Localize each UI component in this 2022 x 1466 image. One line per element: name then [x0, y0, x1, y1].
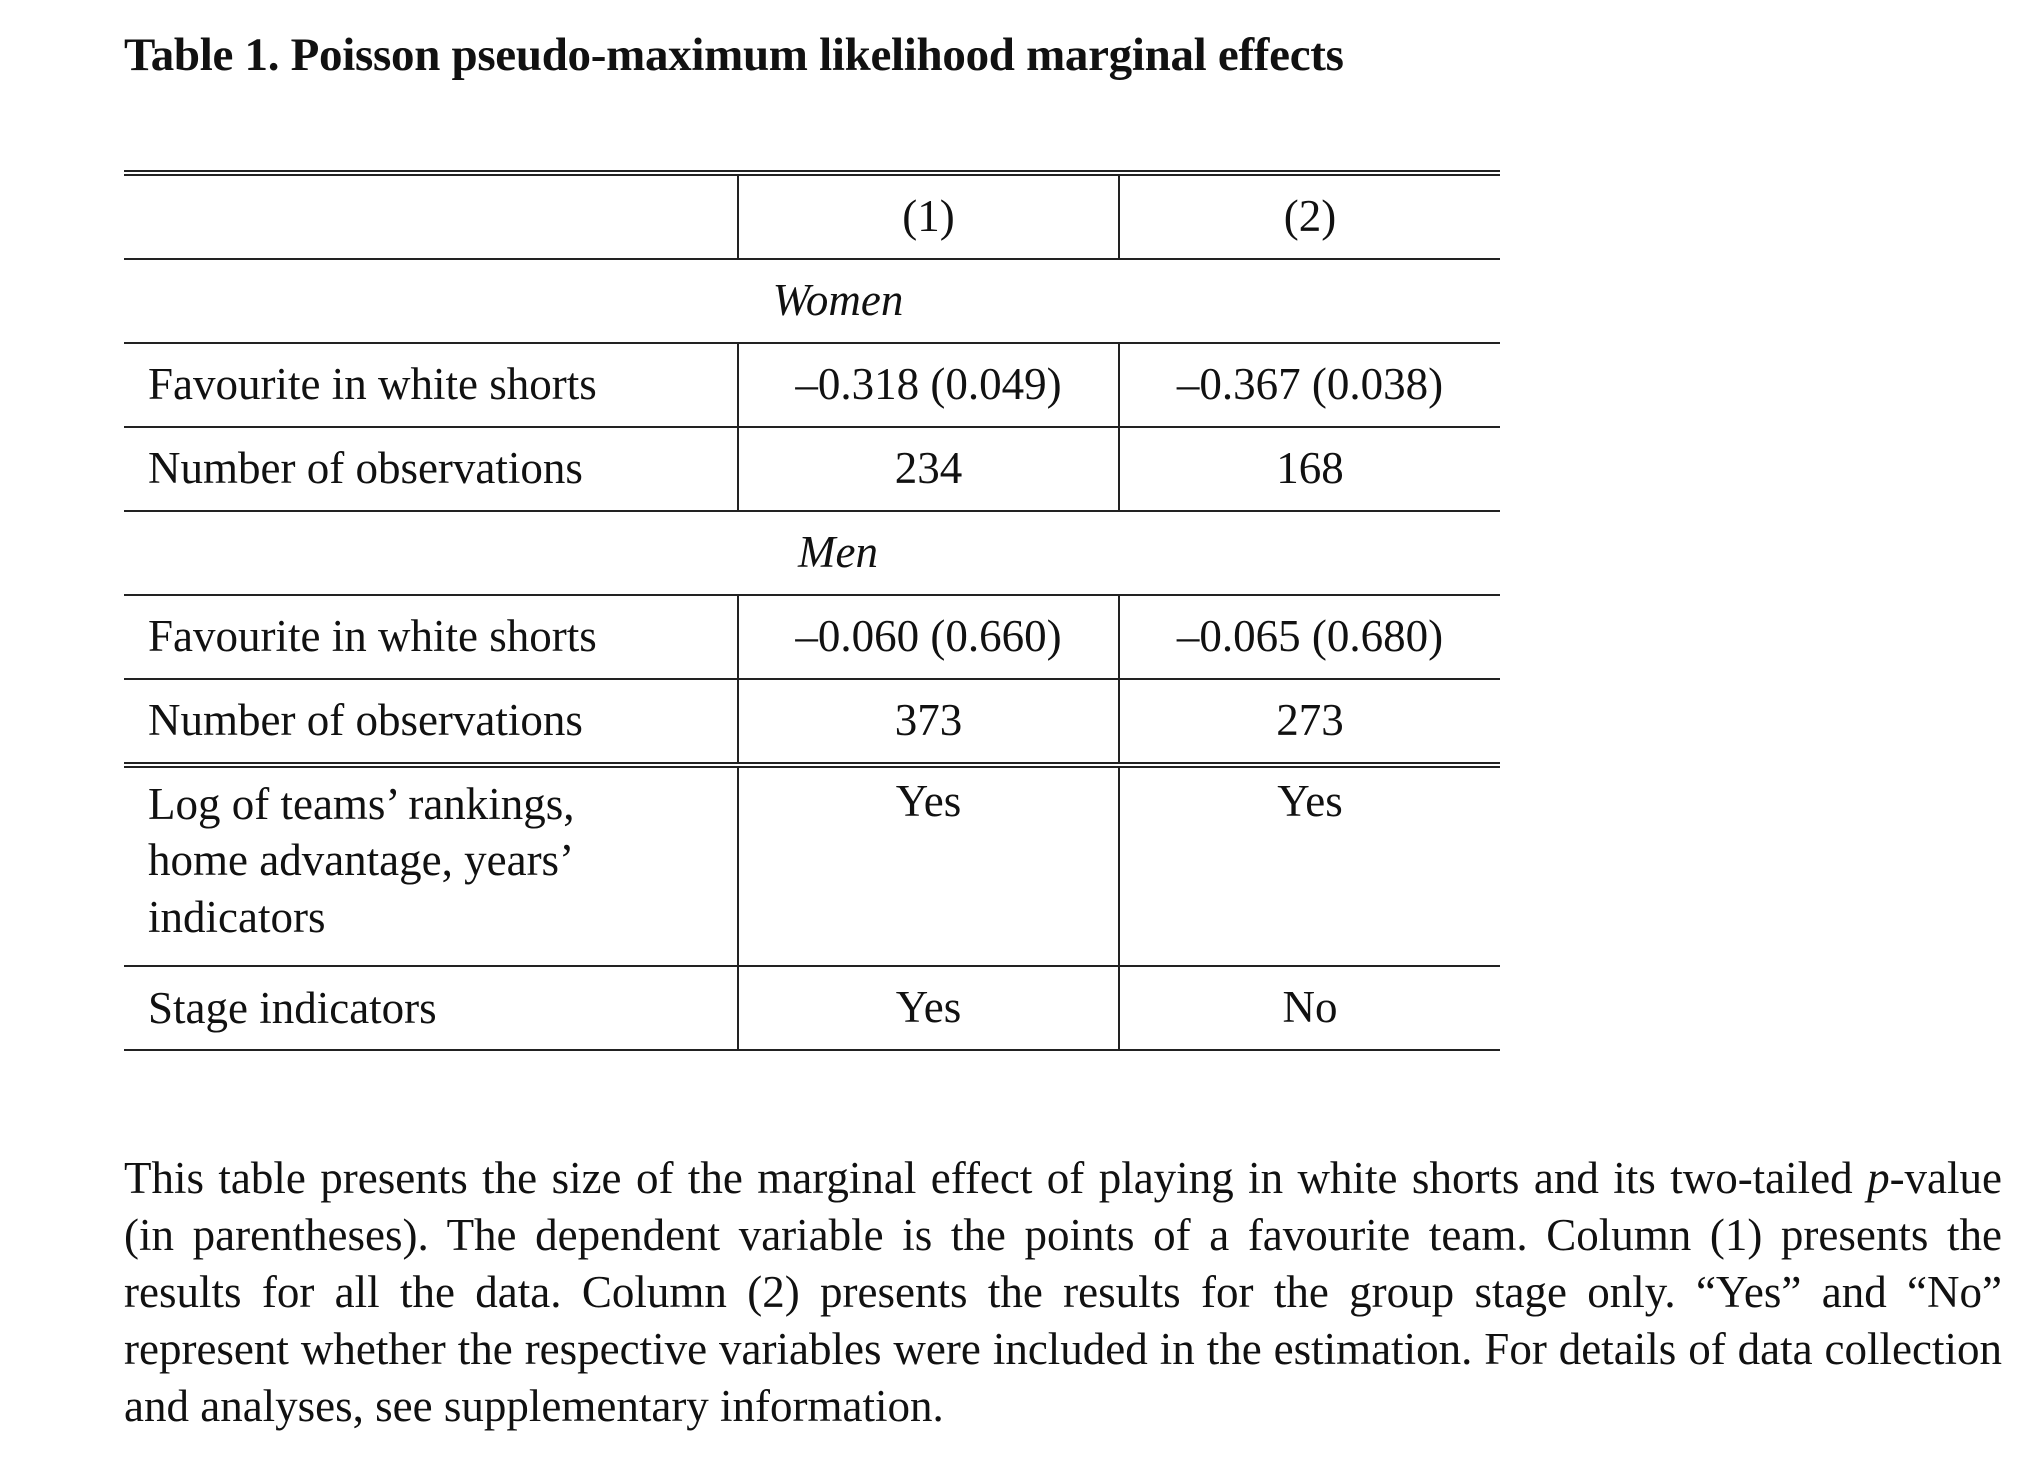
row-label: Number of observations [124, 427, 738, 511]
cell-col1: 234 [738, 427, 1119, 511]
group-label-men: Men [798, 527, 878, 578]
results-table [124, 170, 1500, 1051]
cell-col2: No [1119, 966, 1500, 1050]
group-header-men [124, 511, 1500, 595]
column-header-2: (2) [1119, 173, 1500, 259]
cell-col1: Yes [738, 765, 1119, 966]
column-header-row [124, 173, 1500, 259]
table-row [124, 679, 1500, 765]
row-label: Number of observations [124, 679, 738, 765]
note-text-part1: This table presents the size of the marginal effect of playing in white shorts and its two-tailed [124, 1153, 1868, 1203]
cell-col1: –0.060 (0.660) [738, 595, 1119, 679]
cell-col2: –0.065 (0.680) [1119, 595, 1500, 679]
table-row [124, 343, 1500, 427]
table-row [124, 966, 1500, 1050]
cell-col2: 273 [1119, 679, 1500, 765]
table-note [124, 1150, 2002, 1435]
table-row [124, 595, 1500, 679]
column-header-blank [124, 173, 738, 259]
cell-col2: Yes [1119, 765, 1500, 966]
group-header-women [124, 259, 1500, 343]
row-label: Favourite in white shorts [124, 595, 738, 679]
cell-col1: Yes [738, 966, 1119, 1050]
cell-col1: –0.318 (0.049) [738, 343, 1119, 427]
cell-col2: –0.367 (0.038) [1119, 343, 1500, 427]
table-row [124, 427, 1500, 511]
note-pvalue-italic: p [1867, 1153, 1890, 1203]
cell-col1: 373 [738, 679, 1119, 765]
group-label-women: Women [772, 275, 904, 326]
row-label: Favourite in white shorts [124, 343, 738, 427]
note-text-part2: -value (in parentheses). The dependent variable is the points of a favourite team. Column (1) presents the results for all the data. Column (2) presents the results for the group stage only. “Yes” and “No” represent whether the respective variables were included in the estimation. For details of data collection and analyses, see supplementary information. [124, 1153, 2002, 1431]
table-row [124, 765, 1500, 966]
column-header-1: (1) [738, 173, 1119, 259]
row-label: Stage indicators [124, 966, 738, 1050]
row-label: Log of teams’ rankings, home advantage, years’ indicators [124, 765, 738, 966]
table-title: Table 1. Poisson pseudo-maximum likelihood marginal effects [124, 29, 1344, 81]
cell-col2: 168 [1119, 427, 1500, 511]
results-table-container [124, 170, 1500, 1051]
